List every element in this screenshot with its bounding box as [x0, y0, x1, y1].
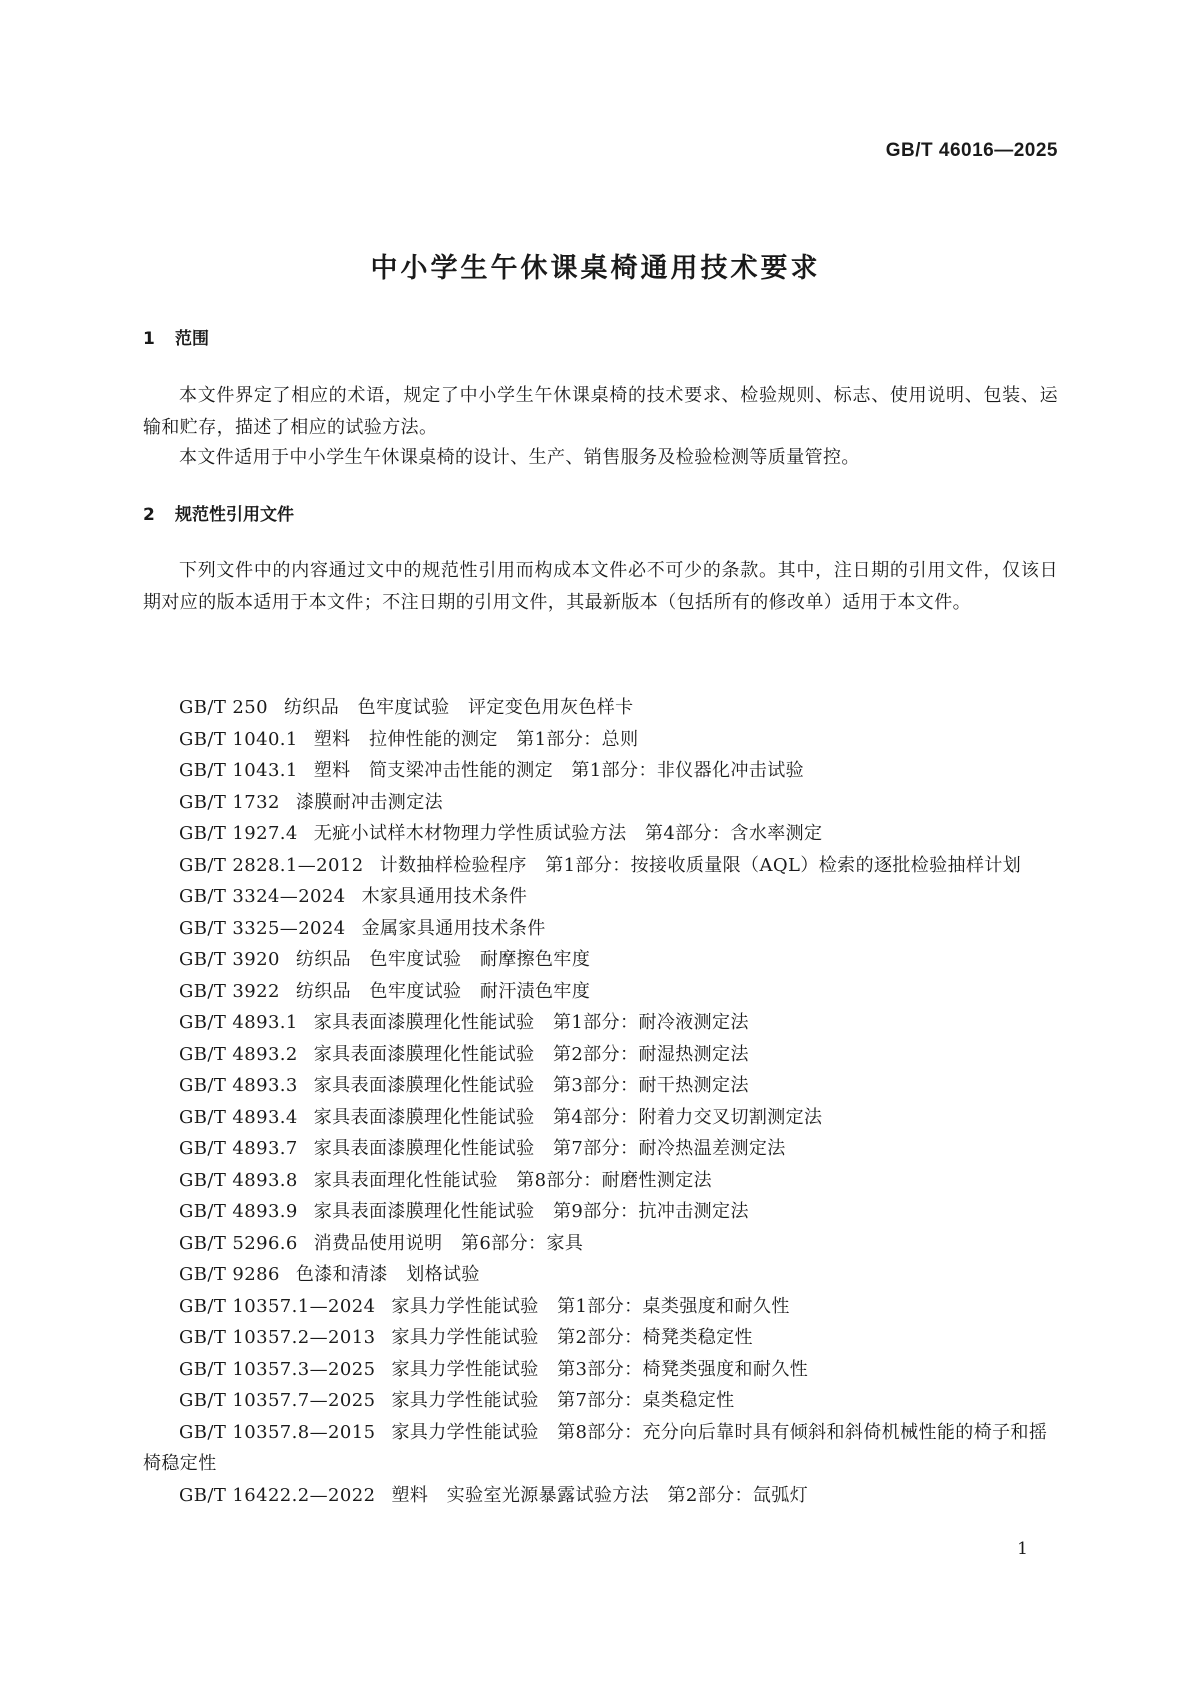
- reference-code: GB/T 10357.3—2025: [179, 1358, 376, 1380]
- reference-title: [362, 886, 528, 907]
- reference-title-part: 第4部分：含水率测定: [645, 823, 823, 844]
- reference-item: [143, 818, 1058, 850]
- reference-item: [143, 755, 1058, 787]
- section-heading-normative-references: [143, 500, 294, 525]
- reference-title: [314, 1075, 749, 1096]
- reference-title: [391, 1359, 808, 1380]
- reference-title-part: 第7部分：桌类稳定性: [557, 1390, 735, 1411]
- reference-title-part: 第1部分：按接收质量限（AQL）检索的逐批检验抽样计划: [545, 854, 1022, 876]
- scope-paragraph-2: 本文件适用于中小学生午休课桌椅的设计、生产、销售服务及检验检测等质量管控。: [179, 447, 860, 468]
- reference-title-part: 家具表面漆膜理化性能试验: [313, 1012, 535, 1033]
- reference-title: [362, 918, 546, 939]
- reference-title-part: 耐摩擦色牢度: [479, 949, 591, 970]
- reference-list: [143, 692, 1058, 1511]
- reference-title-part: 家具力学性能试验: [391, 1358, 539, 1380]
- reference-title-part: 第8部分：耐磨性测定法: [516, 1169, 713, 1191]
- reference-code: GB/T 10357.1—2024: [179, 1295, 376, 1317]
- reference-title-part: 纺织品: [283, 697, 340, 718]
- reference-item: [143, 1322, 1058, 1354]
- reference-title-part: 第4部分：附着力交叉切割测定法: [553, 1106, 823, 1128]
- reference-title-part: 塑料: [391, 1484, 429, 1506]
- reference-title-part: 家具力学性能试验: [391, 1421, 539, 1443]
- reference-item: [143, 1102, 1058, 1134]
- normative-refs-intro: 下列文件中的内容通过文中的规范性引用而构成本文件必不可少的条款。其中，注日期的引用文件，仅该日期对应的版本适用于本文件；不注日期的引用文件，其最新版本（包括所有的修改单）适用于本文件。: [143, 560, 1058, 613]
- reference-title-part: 无疵小试样木材物理力学性质试验方法: [313, 823, 627, 844]
- reference-title-part: 第2部分：耐湿热测定法: [553, 1043, 749, 1065]
- reference-item: [143, 1039, 1058, 1071]
- reference-title-part: 家具表面漆膜理化性能试验: [313, 1138, 535, 1159]
- reference-code: GB/T 250: [179, 697, 268, 718]
- reference-item: [143, 1291, 1058, 1323]
- reference-title-part: 色牢度试验: [369, 949, 462, 970]
- reference-title-part: 划格试验: [406, 1264, 480, 1285]
- reference-title-part: 第9部分：抗冲击测定法: [553, 1201, 749, 1222]
- reference-item: [143, 850, 1058, 882]
- reference-title-part: 第3部分：耐干热测定法: [553, 1075, 749, 1096]
- reference-item: [143, 976, 1058, 1008]
- reference-title-part: 第6部分：家具: [461, 1232, 584, 1254]
- reference-title-part: 实验室光源暴露试验方法: [446, 1484, 650, 1506]
- reference-code: GB/T 3325—2024: [179, 917, 346, 939]
- reference-item: [143, 1228, 1058, 1260]
- reference-code: GB/T 4893.4: [179, 1106, 298, 1128]
- reference-code: GB/T 1927.4: [179, 823, 298, 844]
- reference-title: [391, 1390, 734, 1411]
- reference-code: GB/T 10357.8—2015: [179, 1421, 376, 1443]
- section-heading-scope: [143, 324, 209, 349]
- reference-title-part: 色牢度试验: [369, 980, 462, 1002]
- reference-code: GB/T 10357.2—2013: [179, 1327, 376, 1348]
- reference-item: [143, 944, 1058, 976]
- reference-title: [314, 760, 804, 781]
- reference-code: GB/T 4893.3: [179, 1075, 298, 1096]
- reference-item: [143, 881, 1058, 913]
- page-number: 1: [1017, 1539, 1028, 1559]
- reference-title-part: 家具表面理化性能试验: [313, 1169, 498, 1191]
- reference-title-part: 拉伸性能的测定: [369, 728, 498, 750]
- reference-title: [314, 1138, 786, 1159]
- reference-code: GB/T 3324—2024: [179, 886, 346, 907]
- reference-title-part: 塑料: [313, 728, 351, 750]
- reference-code: GB/T 4893.7: [179, 1138, 298, 1159]
- reference-item: [143, 724, 1058, 756]
- reference-title-part: 评定变色用灰色样卡: [467, 697, 634, 718]
- reference-title-part: 纺织品: [295, 980, 352, 1002]
- reference-code: GB/T 3922: [179, 980, 280, 1002]
- reference-title: [314, 1201, 749, 1222]
- reference-code: GB/T 4893.9: [179, 1201, 298, 1222]
- reference-item: [143, 1385, 1058, 1417]
- reference-title-part: 第1部分：桌类强度和耐久性: [557, 1295, 790, 1317]
- reference-title: [391, 1485, 808, 1506]
- reference-item: [143, 1196, 1058, 1228]
- reference-code: GB/T 4893.2: [179, 1043, 298, 1065]
- reference-title-part: 家具力学性能试验: [391, 1295, 539, 1317]
- reference-item: [143, 913, 1058, 945]
- reference-title-part: 简支梁冲击性能的测定: [369, 760, 553, 781]
- reference-title-part: 漆膜耐冲击测定法: [295, 791, 444, 813]
- section-title: 范围: [175, 329, 209, 349]
- reference-title-part: 木家具通用技术条件: [361, 886, 528, 907]
- reference-title-part: 第8部分：充分向后靠时具有倾斜和斜倚机械性能的椅子和摇椅稳定性: [143, 1421, 1048, 1474]
- reference-item: [143, 1133, 1058, 1165]
- reference-code: GB/T 2828.1—2012: [179, 854, 364, 876]
- reference-code: GB/T 4893.8: [179, 1169, 298, 1191]
- reference-code: GB/T 9286: [179, 1264, 280, 1285]
- reference-title: [296, 792, 443, 813]
- reference-item: [143, 787, 1058, 819]
- reference-title-part: 消费品使用说明: [313, 1232, 443, 1254]
- section-title: 规范性引用文件: [175, 505, 294, 525]
- reference-item: [143, 1070, 1058, 1102]
- reference-title: [314, 1233, 583, 1254]
- reference-title-part: 家具表面漆膜理化性能试验: [313, 1043, 535, 1065]
- reference-title-part: 塑料: [313, 760, 351, 781]
- reference-item: [143, 1417, 1058, 1480]
- reference-title-part: 家具表面漆膜理化性能试验: [313, 1075, 535, 1096]
- reference-title-part: 金属家具通用技术条件: [361, 917, 546, 939]
- reference-title-part: 第1部分：非仪器化冲击试验: [571, 760, 805, 781]
- reference-title-part: 第7部分：耐冷热温差测定法: [553, 1138, 786, 1159]
- reference-title: [314, 1012, 749, 1033]
- reference-code: GB/T 3920: [179, 949, 280, 970]
- reference-title-part: 耐汗渍色牢度: [479, 980, 591, 1002]
- reference-title-part: 第1部分：总则: [516, 728, 639, 750]
- reference-title-part: 家具表面漆膜理化性能试验: [313, 1106, 535, 1128]
- reference-title-part: 第1部分：耐冷液测定法: [553, 1012, 749, 1033]
- reference-code: GB/T 1732: [179, 791, 280, 813]
- reference-title: [391, 1327, 752, 1348]
- standard-code: GB/T 46016—2025: [885, 140, 1058, 161]
- reference-title-part: 家具表面漆膜理化性能试验: [313, 1201, 535, 1222]
- reference-title: [314, 1170, 712, 1191]
- reference-title-part: 纺织品: [295, 949, 352, 970]
- reference-title: [296, 949, 590, 970]
- reference-title: [380, 855, 1022, 876]
- reference-title-part: 第2部分：氙弧灯: [667, 1484, 809, 1506]
- reference-title: [391, 1296, 789, 1317]
- reference-item: [143, 692, 1058, 724]
- reference-item: [143, 1259, 1058, 1291]
- reference-code: GB/T 1040.1: [179, 728, 298, 750]
- reference-title: [314, 729, 639, 750]
- reference-title-part: 家具力学性能试验: [391, 1390, 539, 1411]
- reference-code: GB/T 1043.1: [179, 760, 298, 781]
- reference-title-part: 计数抽样检验程序: [379, 854, 527, 876]
- reference-title-part: 色牢度试验: [357, 697, 450, 718]
- reference-title-part: 第3部分：椅凳类强度和耐久性: [557, 1358, 809, 1380]
- reference-title: [314, 1107, 823, 1128]
- reference-title: [314, 823, 823, 844]
- reference-code: GB/T 5296.6: [179, 1232, 298, 1254]
- reference-title: [296, 1264, 480, 1285]
- reference-title-part: 第2部分：椅凳类稳定性: [557, 1327, 753, 1348]
- reference-code: GB/T 4893.1: [179, 1012, 298, 1033]
- section-number: 1: [143, 329, 155, 349]
- scope-paragraph-1: 本文件界定了相应的术语，规定了中小学生午休课桌椅的技术要求、检验规则、标志、使用说明、包装、运输和贮存，描述了相应的试验方法。: [143, 385, 1058, 438]
- reference-title: [284, 697, 634, 718]
- reference-code: GB/T 16422.2—2022: [179, 1484, 376, 1506]
- section-number: 2: [143, 505, 155, 525]
- reference-title-part: 家具力学性能试验: [391, 1327, 539, 1348]
- document-title: 中小学生午休课桌椅通用技术要求: [370, 253, 821, 284]
- reference-item: [143, 1354, 1058, 1386]
- reference-item: [143, 1007, 1058, 1039]
- reference-title: [296, 981, 590, 1002]
- reference-item: [143, 1480, 1058, 1512]
- reference-title-part: 色漆和清漆: [295, 1264, 388, 1285]
- reference-code: GB/T 10357.7—2025: [179, 1390, 376, 1411]
- reference-item: [143, 1165, 1058, 1197]
- reference-title: [314, 1044, 749, 1065]
